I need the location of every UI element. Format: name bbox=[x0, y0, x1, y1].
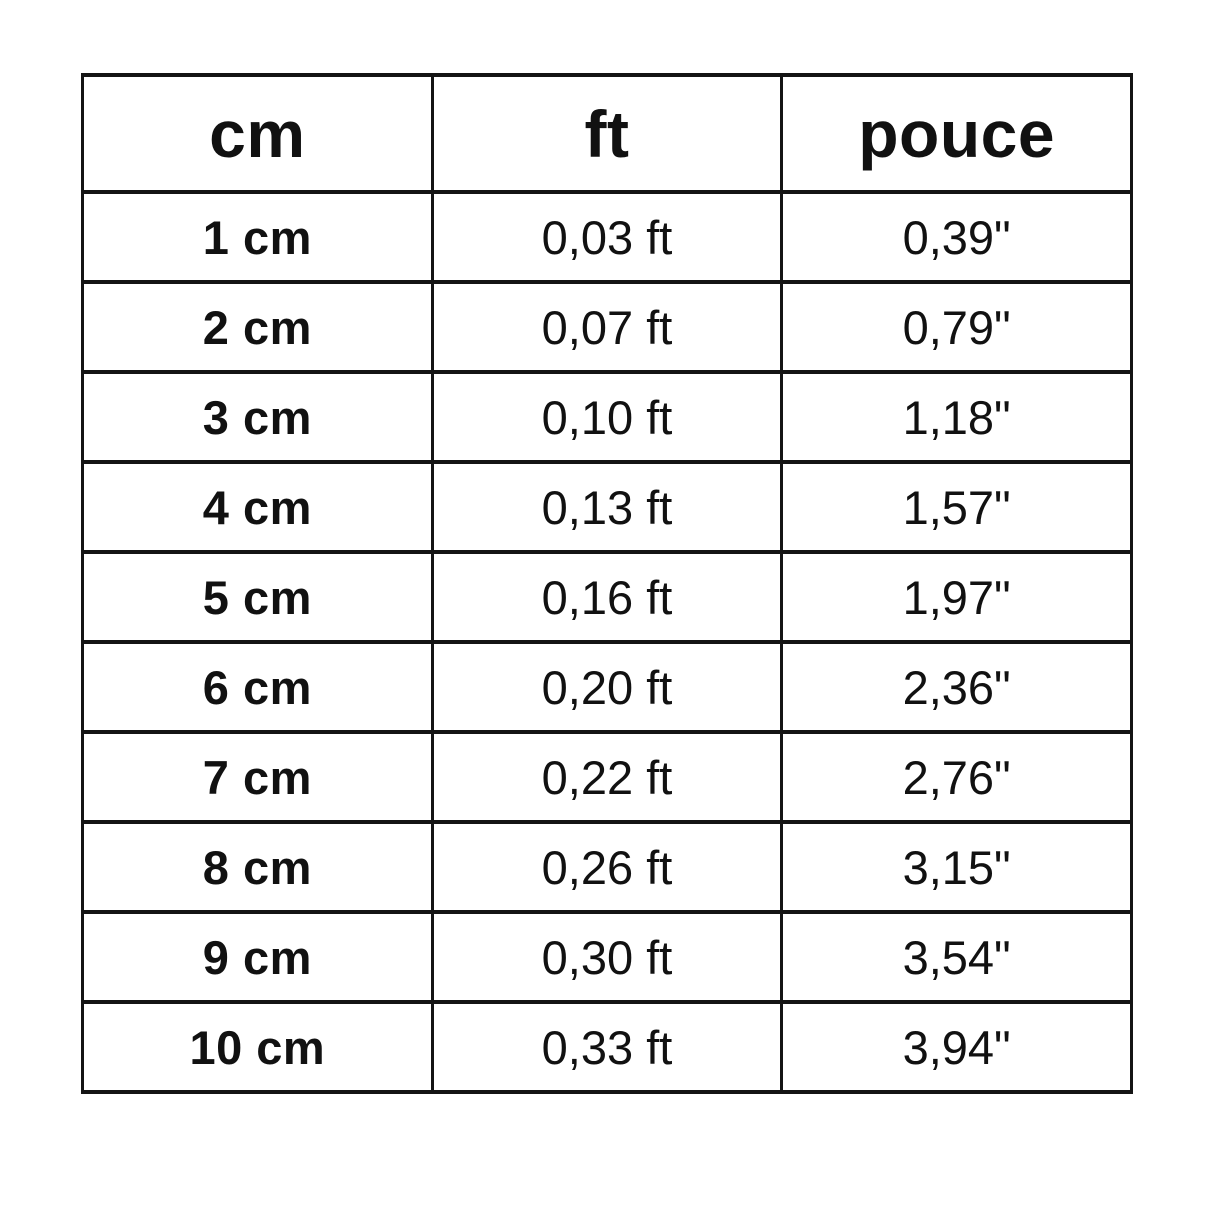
table-row bbox=[83, 1002, 1132, 1092]
pouce-value-cell: 2,36" bbox=[782, 642, 1132, 732]
table-row bbox=[83, 552, 1132, 642]
table-row bbox=[83, 732, 1132, 822]
pouce-value-cell: 0,39" bbox=[782, 192, 1132, 282]
cm-value-cell: 8 cm bbox=[83, 822, 433, 912]
ft-value-cell: 0,03 ft bbox=[432, 192, 782, 282]
cm-value-cell: 5 cm bbox=[83, 552, 433, 642]
table-row bbox=[83, 822, 1132, 912]
cm-value-cell: 4 cm bbox=[83, 462, 433, 552]
pouce-value-cell: 1,18" bbox=[782, 372, 1132, 462]
pouce-value-cell: 3,15" bbox=[782, 822, 1132, 912]
ft-value-cell: 0,33 ft bbox=[432, 1002, 782, 1092]
cm-value-cell: 6 cm bbox=[83, 642, 433, 732]
table-header-row bbox=[83, 75, 1132, 192]
pouce-value-cell: 3,94" bbox=[782, 1002, 1132, 1092]
cm-value-cell: 1 cm bbox=[83, 192, 433, 282]
pouce-value-cell: 2,76" bbox=[782, 732, 1132, 822]
conversion-table bbox=[81, 73, 1133, 1094]
table-row bbox=[83, 912, 1132, 1002]
table-row bbox=[83, 642, 1132, 732]
ft-value-cell: 0,10 ft bbox=[432, 372, 782, 462]
ft-value-cell: 0,13 ft bbox=[432, 462, 782, 552]
cm-value-cell: 2 cm bbox=[83, 282, 433, 372]
table-row bbox=[83, 372, 1132, 462]
table-row bbox=[83, 192, 1132, 282]
table-row bbox=[83, 462, 1132, 552]
table-row bbox=[83, 282, 1132, 372]
header-cell-pouce: pouce bbox=[782, 75, 1132, 192]
cm-value-cell: 9 cm bbox=[83, 912, 433, 1002]
pouce-value-cell: 1,97" bbox=[782, 552, 1132, 642]
ft-value-cell: 0,22 ft bbox=[432, 732, 782, 822]
pouce-value-cell: 3,54" bbox=[782, 912, 1132, 1002]
cm-value-cell: 3 cm bbox=[83, 372, 433, 462]
ft-value-cell: 0,20 ft bbox=[432, 642, 782, 732]
pouce-value-cell: 0,79" bbox=[782, 282, 1132, 372]
ft-value-cell: 0,30 ft bbox=[432, 912, 782, 1002]
cm-value-cell: 7 cm bbox=[83, 732, 433, 822]
ft-value-cell: 0,16 ft bbox=[432, 552, 782, 642]
cm-value-cell: 10 cm bbox=[83, 1002, 433, 1092]
conversion-table-body bbox=[83, 192, 1132, 1092]
header-cell-ft: ft bbox=[432, 75, 782, 192]
conversion-table-head bbox=[83, 75, 1132, 192]
header-cell-cm: cm bbox=[83, 75, 433, 192]
ft-value-cell: 0,07 ft bbox=[432, 282, 782, 372]
ft-value-cell: 0,26 ft bbox=[432, 822, 782, 912]
pouce-value-cell: 1,57" bbox=[782, 462, 1132, 552]
